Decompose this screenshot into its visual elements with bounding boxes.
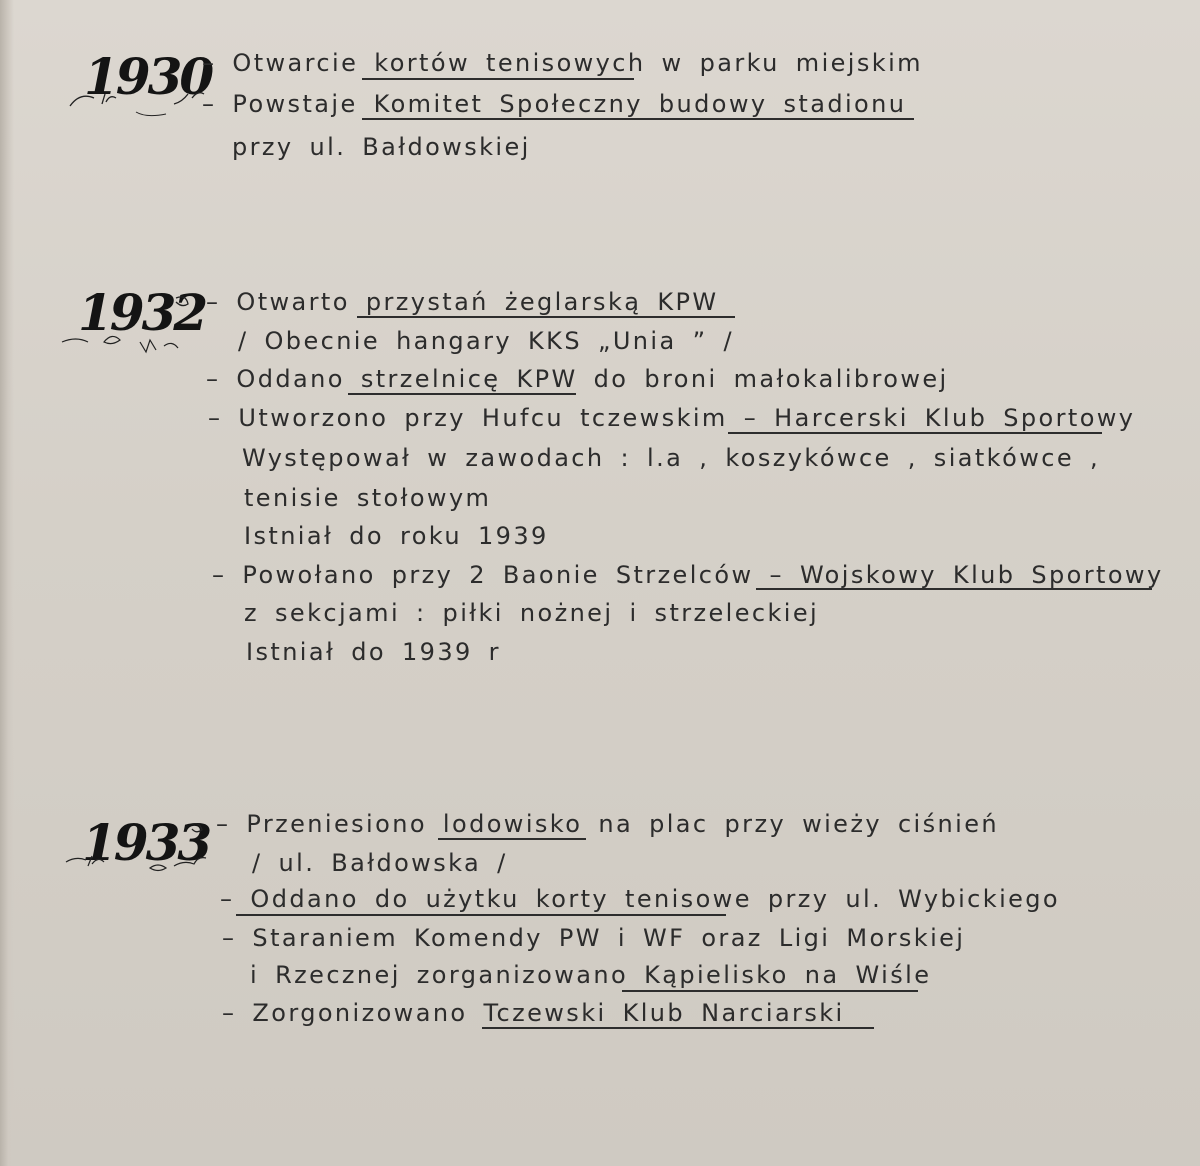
year-flourish xyxy=(62,813,212,880)
entry-line: – Otwarcie kortów tenisowych w parku miejskim xyxy=(202,49,923,77)
entry-line: – Oddano do użytku korty tenisowe przy ul. Wybickiego xyxy=(220,885,1061,913)
year-flourish xyxy=(58,290,198,360)
entry-line: / Obecnie hangary KKS „Unia ” / xyxy=(238,327,734,355)
entry-line: – Staraniem Komendy PW i WF oraz Ligi Morskiej xyxy=(222,924,966,952)
entry-line: Występował w zawodach : l.a , koszykówce , siatkówce , xyxy=(242,444,1101,472)
underline xyxy=(622,990,918,992)
year-flourish xyxy=(62,78,212,128)
underline xyxy=(482,1027,874,1029)
underline xyxy=(438,838,586,840)
year-heading-1932: 1932 xyxy=(78,283,206,342)
entry-line: – Przeniesiono lodowisko na plac przy wieży ciśnień xyxy=(216,810,999,838)
entry-line: Istniał do roku 1939 xyxy=(244,522,549,550)
entry-line: – Powołano przy 2 Baonie Strzelców – Wojskowy Klub Sportowy xyxy=(212,561,1164,589)
underline xyxy=(362,118,914,120)
underline xyxy=(357,316,735,318)
underline xyxy=(362,78,634,80)
underline xyxy=(348,393,576,395)
entry-line: – Utworzono przy Hufcu tczewskim – Harcerski Klub Sportowy xyxy=(208,404,1136,432)
underline xyxy=(236,914,726,916)
entry-line: – Otwarto przystań żeglarską KPW xyxy=(206,288,719,316)
entry-line: Istniał do 1939 r xyxy=(246,638,501,666)
year-heading-1933: 1933 xyxy=(82,813,210,872)
entry-line: – Powstaje Komitet Społeczny budowy stadionu xyxy=(202,90,907,118)
entry-line: – Oddano strzelnicę KPW do broni małokalibrowej xyxy=(206,365,949,393)
entry-line: i Rzecznej zorganizowano Kąpielisko na Wiśle xyxy=(250,961,932,989)
underline xyxy=(756,588,1152,590)
entry-line: z sekcjami : piłki nożnej i strzeleckiej xyxy=(244,599,820,627)
underline xyxy=(728,432,1102,434)
year-heading-1930: 1930 xyxy=(84,47,212,106)
entry-line: tenisie stołowym xyxy=(244,484,492,512)
page-binding-shadow xyxy=(0,0,14,1166)
entry-line: / ul. Bałdowska / xyxy=(252,849,508,877)
entry-line: przy ul. Bałdowskiej xyxy=(232,133,531,161)
entry-line: – Zorgonizowano Tczewski Klub Narciarski xyxy=(222,999,845,1027)
